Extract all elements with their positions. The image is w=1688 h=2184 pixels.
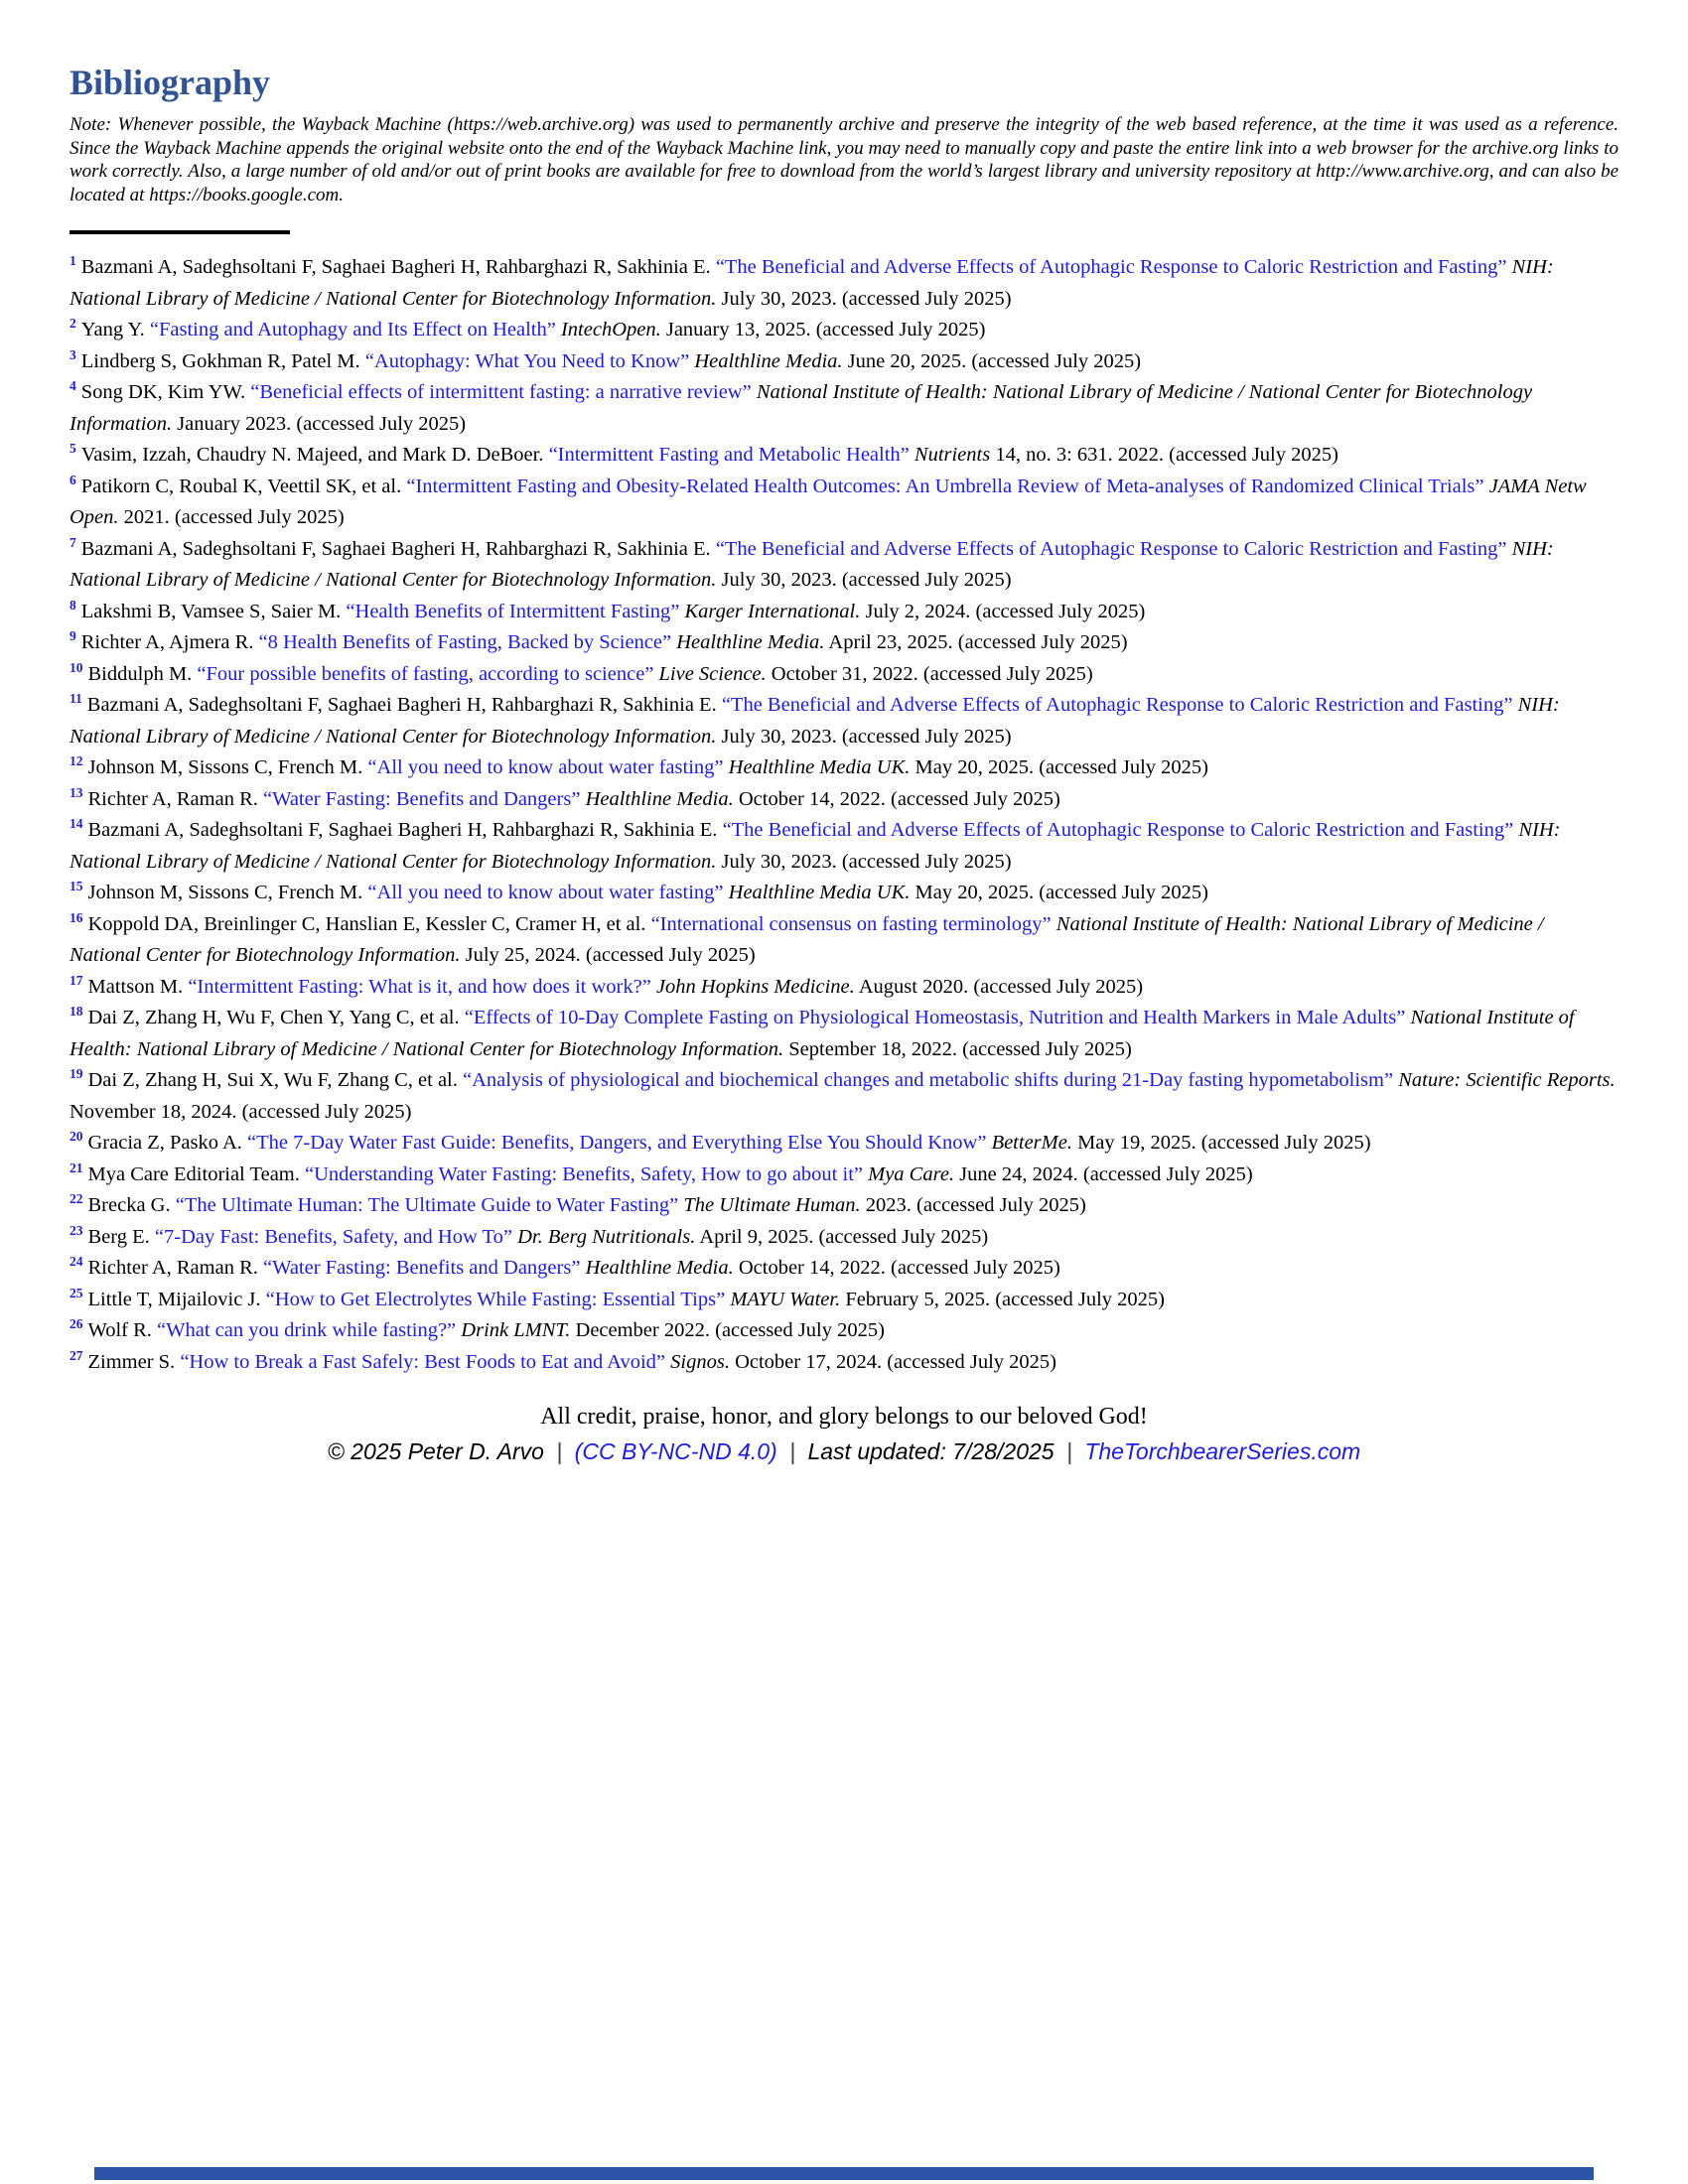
- citation-text: Bazmani A, Sadeghsoltani F, Saghaei Bagheri H, Rahbarghazi R, Sakhinia E.: [80, 537, 716, 560]
- citation-text: Dr. Berg Nutritionals.: [517, 1225, 696, 1248]
- citation-text: May 19, 2025. (accessed July 2025): [1071, 1132, 1371, 1154]
- citation-text: January 2023. (accessed July 2025): [172, 412, 467, 435]
- citation-link[interactable]: “The Beneficial and Adverse Effects of Autophagic Response to Caloric Restriction and Fasting”: [721, 694, 1513, 716]
- citation-text: July 2, 2024. (accessed July 2025): [860, 600, 1146, 622]
- citation-text: Brecka G.: [87, 1194, 176, 1216]
- citation-text: April 23, 2025. (accessed July 2025): [824, 631, 1128, 653]
- citation-text: July 30, 2023. (accessed July 2025): [716, 850, 1012, 873]
- citation-link[interactable]: “Water Fasting: Benefits and Dangers”: [263, 787, 581, 810]
- citation-link[interactable]: “The 7-Day Water Fast Guide: Benefits, Dangers, and Everything Else You Should Know”: [247, 1132, 987, 1154]
- citation-number: 20: [70, 1129, 83, 1145]
- citation-text: National Institute of Health: National Library of Medicine / National Center for Biotechnology Information.: [70, 912, 1544, 966]
- citation-text: Zimmer S.: [87, 1350, 181, 1373]
- citation-number: 15: [70, 879, 83, 894]
- citation-item: [70, 1160, 1618, 1191]
- citation-item: [70, 597, 1618, 628]
- citation-item: [70, 1285, 1618, 1316]
- citation-link[interactable]: “Beneficial effects of intermittent fasting: a narrative review”: [250, 381, 752, 403]
- citation-item: [70, 1347, 1618, 1379]
- page-title: Bibliography: [70, 63, 271, 102]
- citation-link[interactable]: “Analysis of physiological and biochemical changes and metabolic shifts during 21-Day fasting hypometabolism”: [463, 1069, 1394, 1091]
- citation-text: Richter A, Ajmera R.: [80, 631, 259, 653]
- citation-number: 18: [70, 1004, 83, 1020]
- citation-text: Healthline Media.: [676, 631, 825, 653]
- citation-link[interactable]: “Understanding Water Fasting: Benefits, Safety, How to go about it”: [305, 1162, 863, 1185]
- citation-link[interactable]: “The Ultimate Human: The Ultimate Guide to Water Fasting”: [175, 1194, 679, 1216]
- citation-link[interactable]: “Four possible benefits of fasting, according to science”: [197, 662, 654, 685]
- citation-item: [70, 252, 1618, 315]
- citation-text: Healthline Media.: [585, 1257, 734, 1279]
- citation-text: August 2020. (accessed July 2025): [854, 975, 1144, 998]
- citation-text: Koppold DA, Breinlinger C, Hanslian E, Kessler C, Cramer H, et al.: [87, 912, 651, 935]
- credit-line: All credit, praise, honor, and glory belongs to our beloved God!: [540, 1404, 1148, 1430]
- citation-text: Lindberg S, Gokhman R, Patel M.: [80, 349, 365, 372]
- citation-text: IntechOpen.: [560, 319, 661, 341]
- citation-number: 17: [70, 972, 83, 988]
- citation-text: The Ultimate Human.: [683, 1194, 861, 1216]
- footer-accent-bar: [94, 2167, 1594, 2180]
- citation-text: October 14, 2022. (accessed July 2025): [733, 1257, 1060, 1279]
- citation-text: Little T, Mijailovic J.: [87, 1288, 266, 1310]
- citation-number: 4: [70, 378, 76, 394]
- citation-text: October 31, 2022. (accessed July 2025): [766, 662, 1093, 685]
- citation-text: John Hopkins Medicine.: [655, 975, 855, 998]
- citation-text: Richter A, Raman R.: [87, 787, 264, 810]
- citation-link[interactable]: “The Beneficial and Adverse Effects of Autophagic Response to Caloric Restriction and Fasting”: [715, 537, 1507, 560]
- citation-number: 23: [70, 1222, 83, 1238]
- citation-text: Johnson M, Sissons C, French M.: [87, 882, 368, 903]
- citation-number: 6: [70, 472, 76, 487]
- citation-text: Nature: Scientific Reports.: [1398, 1069, 1616, 1091]
- citation-text: Mya Care Editorial Team.: [87, 1162, 305, 1185]
- citation-item: [70, 440, 1618, 472]
- footer-link[interactable]: TheTorchbearerSeries.com: [1084, 1438, 1361, 1464]
- citation-item: [70, 752, 1618, 784]
- citation-text: Gracia Z, Pasko A.: [87, 1132, 248, 1154]
- citation-link[interactable]: “Fasting and Autophagy and Its Effect on Health”: [149, 319, 556, 341]
- citation-text: July 30, 2023. (accessed July 2025): [716, 725, 1012, 748]
- citation-number: 9: [70, 628, 76, 644]
- citation-number: 3: [70, 346, 76, 362]
- citation-text: October 14, 2022. (accessed July 2025): [733, 787, 1060, 810]
- citation-link[interactable]: “Autophagy: What You Need to Know”: [364, 349, 690, 372]
- citation-link[interactable]: “7-Day Fast: Benefits, Safety, and How To”: [154, 1225, 512, 1248]
- citation-text: Dai Z, Zhang H, Sui X, Wu F, Zhang C, et al.: [87, 1069, 463, 1091]
- citation-text: Drink LMNT.: [461, 1319, 571, 1341]
- citation-number: 21: [70, 1160, 83, 1175]
- citation-text: July 30, 2023. (accessed July 2025): [716, 287, 1012, 310]
- citation-text: Patikorn C, Roubal K, Veettil SK, et al.: [80, 475, 407, 497]
- separator: |: [782, 1438, 802, 1464]
- citation-text: Healthline Media.: [585, 787, 734, 810]
- citation-text: Healthline Media UK.: [728, 882, 911, 903]
- citation-text: November 18, 2024. (accessed July 2025): [70, 1100, 412, 1123]
- citation-text: Mya Care.: [868, 1162, 955, 1185]
- citation-text: December 2022. (accessed July 2025): [570, 1319, 885, 1341]
- citation-link[interactable]: “How to Break a Fast Safely: Best Foods to Eat and Avoid”: [180, 1350, 666, 1373]
- citation-number: 8: [70, 597, 76, 613]
- citation-item: [70, 346, 1618, 378]
- citation-number: 22: [70, 1191, 83, 1207]
- citation-link[interactable]: “What can you drink while fasting?”: [157, 1319, 457, 1341]
- citation-text: NIH: National Library of Medicine / National Center for Biotechnology Information.: [70, 537, 1554, 591]
- citation-item: [70, 972, 1618, 1004]
- citation-number: 1: [70, 253, 76, 269]
- citation-item: [70, 377, 1618, 440]
- citation-text: BetterMe.: [991, 1132, 1072, 1154]
- citation-link[interactable]: “The Beneficial and Adverse Effects of Autophagic Response to Caloric Restriction and Fasting”: [715, 256, 1507, 278]
- citation-text: Nutrients: [914, 444, 991, 466]
- citation-item: [70, 1128, 1618, 1160]
- citation-item: [70, 627, 1618, 659]
- citation-text: June 20, 2025. (accessed July 2025): [842, 349, 1142, 372]
- citation-item: [70, 534, 1618, 597]
- citation-text: June 24, 2024. (accessed July 2025): [954, 1162, 1253, 1185]
- citation-item: [70, 472, 1618, 534]
- citation-link[interactable]: “Health Benefits of Intermittent Fasting”: [346, 600, 680, 622]
- citation-text: Bazmani A, Sadeghsoltani F, Saghaei Bagheri H, Rahbarghazi R, Sakhinia E.: [80, 256, 716, 278]
- footer-copyright-text: Last updated: 7/28/2025: [807, 1438, 1055, 1464]
- citation-link[interactable]: “Effects of 10-Day Complete Fasting on Physiological Homeostasis, Nutrition and Health Markers in Male Adults”: [464, 1007, 1406, 1028]
- citation-item: [70, 659, 1618, 691]
- citation-item: [70, 315, 1618, 346]
- citation-number: 16: [70, 909, 83, 925]
- citation-number: 11: [70, 691, 82, 707]
- citation-text: Wolf R.: [87, 1319, 158, 1341]
- separator: |: [549, 1438, 569, 1464]
- citation-text: July 30, 2023. (accessed July 2025): [716, 569, 1012, 591]
- citation-text: Lakshmi B, Vamsee S, Saier M.: [80, 600, 347, 622]
- citation-item: [70, 909, 1618, 972]
- citation-number: 7: [70, 534, 76, 550]
- citation-item: [70, 690, 1618, 752]
- citation-text: Johnson M, Sissons C, French M.: [87, 756, 368, 778]
- citation-item: [70, 1222, 1618, 1254]
- citation-text: Yang Y.: [80, 319, 150, 341]
- citation-item: [70, 1003, 1618, 1065]
- citation-text: National Institute of Health: National Library of Medicine / National Center for Biotechnology Information.: [70, 1007, 1575, 1060]
- citation-item: [70, 1253, 1618, 1285]
- citation-text: Richter A, Raman R.: [87, 1257, 264, 1279]
- citation-text: January 13, 2025. (accessed July 2025): [660, 319, 986, 341]
- citation-number: 12: [70, 753, 83, 769]
- citation-link[interactable]: “How to Get Electrolytes While Fasting: Essential Tips”: [265, 1288, 726, 1310]
- archive-note: Note: Whenever possible, the Wayback Machine (https://web.archive.org) was used to permanently archive and preserve the integrity of the web based reference, at the time it was used as a reference. Since the Wayback Machine appends the original website onto the end of the Wayback Machine link, you may need to manually copy and paste the entire link into a web browser for the archive.org links to work correctly. Also, a large number of old and/or out of print books are available for free to download from the world’s largest library and university repository at http://www.archive.org, and can also be located at https://books.google.com.: [70, 114, 1618, 205]
- citation-text: Dai Z, Zhang H, Wu F, Chen Y, Yang C, et al.: [87, 1007, 465, 1028]
- citation-text: Bazmani A, Sadeghsoltani F, Saghaei Bagheri H, Rahbarghazi R, Sakhinia E.: [87, 819, 723, 841]
- citation-item: [70, 878, 1618, 909]
- citation-text: 2023. (accessed July 2025): [860, 1194, 1086, 1216]
- citation-text: February 5, 2025. (accessed July 2025): [840, 1288, 1165, 1310]
- citation-text: Healthline Media.: [694, 349, 843, 372]
- separator: |: [1059, 1438, 1079, 1464]
- footer-link[interactable]: (CC BY-NC-ND 4.0): [574, 1438, 777, 1464]
- citation-text: JAMA Netw Open.: [70, 475, 1587, 528]
- citation-link[interactable]: “Water Fasting: Benefits and Dangers”: [263, 1257, 581, 1279]
- citation-text: NIH: National Library of Medicine / National Center for Biotechnology Information.: [70, 694, 1560, 748]
- citation-text: NIH: National Library of Medicine / National Center for Biotechnology Information.: [70, 256, 1554, 310]
- citation-text: Healthline Media UK.: [728, 756, 911, 778]
- citation-number: 19: [70, 1066, 83, 1082]
- citation-item: [70, 1315, 1618, 1347]
- citation-number: 26: [70, 1316, 83, 1332]
- citation-text: 2021. (accessed July 2025): [118, 506, 345, 528]
- citation-text: Berg E.: [87, 1225, 155, 1248]
- citation-number: 27: [70, 1347, 83, 1363]
- citation-text: July 25, 2024. (accessed July 2025): [460, 944, 756, 966]
- citation-link[interactable]: “8 Health Benefits of Fasting, Backed by Science”: [258, 631, 672, 653]
- citation-number: 14: [70, 816, 83, 832]
- citation-link[interactable]: “Intermittent Fasting and Obesity-Related Health Outcomes: An Umbrella Review of Meta-analyses of Randomized Clinical Trials”: [406, 475, 1484, 497]
- citation-text: April 9, 2025. (accessed July 2025): [695, 1225, 989, 1248]
- citation-text: May 20, 2025. (accessed July 2025): [910, 756, 1209, 778]
- citation-item: [70, 815, 1618, 878]
- citation-link[interactable]: “The Beneficial and Adverse Effects of Autophagic Response to Caloric Restriction and Fasting”: [722, 819, 1514, 841]
- citation-text: 14, no. 3: 631. 2022. (accessed July 2025): [990, 444, 1338, 466]
- citation-text: NIH: National Library of Medicine / National Center for Biotechnology Information.: [70, 819, 1561, 873]
- citation-text: Signos.: [670, 1350, 730, 1373]
- citation-text: Vasim, Izzah, Chaudry N. Majeed, and Mark D. DeBoer.: [80, 444, 549, 466]
- citation-link[interactable]: “All you need to know about water fasting”: [367, 882, 724, 903]
- citation-link[interactable]: “Intermittent Fasting and Metabolic Health”: [548, 444, 910, 466]
- citation-text: National Institute of Health: National Library of Medicine / National Center for Biotechnology Information.: [70, 381, 1533, 435]
- citation-list: [70, 252, 1618, 1378]
- divider-rule: [70, 230, 290, 234]
- citation-number: 5: [70, 441, 76, 457]
- citation-text: Song DK, Kim YW.: [80, 381, 251, 403]
- copyright-line: [70, 1438, 1618, 1465]
- citation-text: MAYU Water.: [730, 1288, 841, 1310]
- citation-link[interactable]: “Intermittent Fasting: What is it, and how does it work?”: [188, 975, 651, 998]
- footer-copyright-text: © 2025 Peter D. Arvo: [327, 1438, 544, 1464]
- citation-text: Karger International.: [684, 600, 861, 622]
- citation-number: 2: [70, 316, 76, 332]
- citation-text: October 17, 2024. (accessed July 2025): [729, 1350, 1057, 1373]
- citation-item: [70, 784, 1618, 816]
- citation-text: Live Science.: [658, 662, 767, 685]
- citation-number: 25: [70, 1285, 83, 1300]
- citation-link[interactable]: “All you need to know about water fasting”: [367, 756, 724, 778]
- citation-text: May 20, 2025. (accessed July 2025): [910, 882, 1209, 903]
- citation-number: 10: [70, 659, 83, 675]
- citation-text: Bazmani A, Sadeghsoltani F, Saghaei Bagheri H, Rahbarghazi R, Sakhinia E.: [86, 694, 722, 716]
- citation-number: 24: [70, 1254, 83, 1270]
- citation-link[interactable]: “International consensus on fasting terminology”: [650, 912, 1052, 935]
- citation-item: [70, 1065, 1618, 1128]
- footer: [70, 1404, 1618, 1465]
- citation-text: Mattson M.: [87, 975, 189, 998]
- citation-item: [70, 1190, 1618, 1222]
- citation-number: 13: [70, 784, 83, 800]
- citation-text: Biddulph M.: [87, 662, 198, 685]
- citation-text: September 18, 2022. (accessed July 2025): [783, 1037, 1132, 1060]
